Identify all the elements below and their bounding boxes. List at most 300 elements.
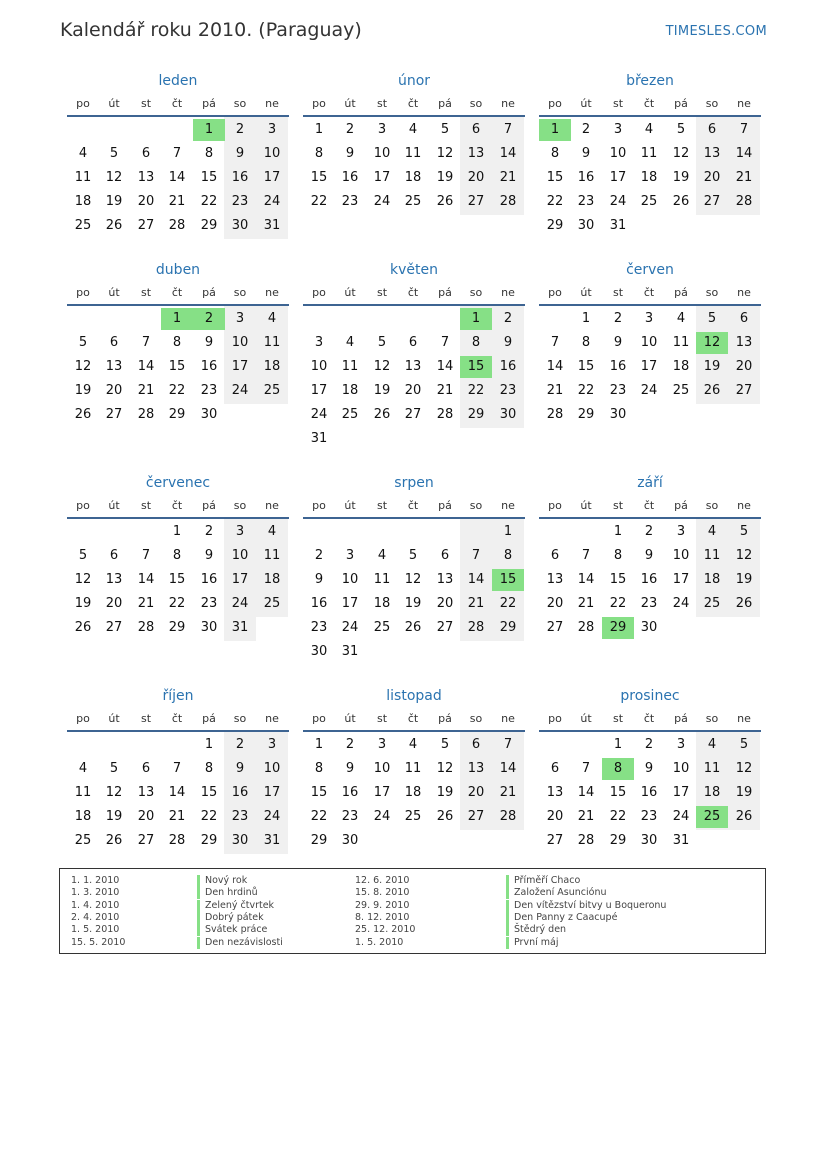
day-cell: 26	[436, 194, 454, 209]
legend-holiday-name: Založení Asunciónu	[514, 887, 607, 899]
day-cell: 29	[499, 620, 517, 635]
day-cell: 29	[546, 218, 564, 233]
day-cell: 13	[467, 761, 485, 776]
weekday-header: st	[612, 499, 624, 512]
day-cell: 21	[499, 785, 517, 800]
day-cell: 18	[703, 572, 721, 587]
month-name: červenec	[145, 475, 211, 491]
month-name: srpen	[394, 475, 434, 491]
day-cell: 31	[231, 620, 249, 635]
weekday-header: so	[469, 499, 483, 512]
day-cell: 7	[172, 146, 182, 161]
day-cell: 28	[436, 407, 454, 422]
legend-marker	[506, 900, 509, 912]
day-cell: 16	[499, 359, 517, 374]
day-cell: 23	[231, 809, 249, 824]
weekday-header: po	[76, 499, 90, 512]
day-cell: 12	[105, 170, 123, 185]
day-cell: 21	[467, 596, 485, 611]
legend-marker	[197, 924, 200, 936]
day-cell: 8	[204, 761, 214, 776]
month-name: září	[637, 475, 663, 491]
weekday-header: čt	[171, 712, 183, 725]
day-cell: 20	[467, 785, 485, 800]
day-cell: 13	[137, 785, 155, 800]
day-cell: 19	[105, 194, 123, 209]
day-cell: 15	[609, 572, 627, 587]
day-cell: 4	[644, 122, 654, 137]
weekday-header: ne	[265, 286, 279, 299]
weekday-header: so	[705, 499, 719, 512]
day-cell: 9	[345, 761, 355, 776]
day-cell: 22	[546, 194, 564, 209]
day-cell: 21	[735, 170, 753, 185]
day-cell: 2	[345, 737, 355, 752]
day-cell: 16	[200, 572, 218, 587]
day-cell: 19	[436, 785, 454, 800]
weekday-header: čt	[643, 286, 655, 299]
day-cell: 8	[602, 758, 634, 780]
legend-marker	[506, 912, 509, 924]
weekday-header: so	[705, 286, 719, 299]
day-cell: 6	[109, 548, 119, 563]
day-cell: 23	[200, 596, 218, 611]
day-cell: 24	[263, 194, 281, 209]
day-cell: 19	[735, 785, 753, 800]
day-cell: 7	[581, 548, 591, 563]
day-cell: 12	[404, 572, 422, 587]
legend-marker	[197, 887, 200, 899]
day-cell: 3	[314, 335, 324, 350]
day-cell: 24	[373, 194, 391, 209]
day-cell: 16	[609, 359, 627, 374]
day-cell: 28	[168, 218, 186, 233]
day-cell: 16	[341, 785, 359, 800]
day-cell: 3	[267, 737, 277, 752]
day-cell: 24	[640, 383, 658, 398]
day-cell: 2	[613, 311, 623, 326]
day-cell: 18	[672, 359, 690, 374]
day-cell: 28	[467, 620, 485, 635]
weekday-header: po	[548, 97, 562, 110]
day-cell: 1	[460, 308, 492, 330]
day-cell: 8	[172, 548, 182, 563]
day-cell: 11	[74, 170, 92, 185]
weekday-header: čt	[171, 286, 183, 299]
day-cell: 22	[200, 194, 218, 209]
day-cell: 14	[577, 572, 595, 587]
day-cell: 24	[310, 407, 328, 422]
day-cell: 23	[609, 383, 627, 398]
day-cell: 2	[503, 311, 513, 326]
weekday-header: út	[580, 712, 592, 725]
day-cell: 4	[267, 311, 277, 326]
day-cell: 13	[105, 359, 123, 374]
legend-marker	[197, 937, 200, 949]
day-cell: 25	[373, 620, 391, 635]
day-cell: 17	[231, 359, 249, 374]
legend-holiday-name: Svátek práce	[205, 924, 268, 936]
day-cell: 14	[137, 572, 155, 587]
day-cell: 19	[436, 170, 454, 185]
day-cell: 18	[263, 359, 281, 374]
weekday-header: so	[233, 286, 247, 299]
legend-holiday-name: První máj	[514, 936, 559, 948]
day-cell: 22	[609, 809, 627, 824]
day-cell: 18	[404, 170, 422, 185]
weekday-header: pá	[438, 499, 452, 512]
day-cell: 15	[460, 356, 492, 378]
month-name: listopad	[386, 688, 442, 704]
day-cell: 31	[310, 431, 328, 446]
day-cell: 10	[263, 761, 281, 776]
day-cell: 18	[341, 383, 359, 398]
day-cell: 4	[408, 122, 418, 137]
day-cell: 6	[471, 122, 481, 137]
day-cell: 18	[703, 785, 721, 800]
day-cell: 27	[467, 194, 485, 209]
day-cell: 25	[341, 407, 359, 422]
month-name: březen	[626, 73, 674, 89]
day-cell: 18	[74, 194, 92, 209]
weekday-header: čt	[407, 97, 419, 110]
day-cell: 2	[581, 122, 591, 137]
day-cell: 20	[735, 359, 753, 374]
day-cell: 1	[314, 122, 324, 137]
legend-date: 1. 5. 2010	[355, 936, 404, 948]
day-cell: 28	[499, 194, 517, 209]
weekday-header: po	[312, 712, 326, 725]
weekday-header: po	[312, 286, 326, 299]
day-cell: 20	[436, 596, 454, 611]
day-cell: 23	[640, 809, 658, 824]
day-cell: 31	[672, 833, 690, 848]
day-cell: 3	[377, 737, 387, 752]
weekday-header: pá	[438, 712, 452, 725]
day-cell: 11	[703, 548, 721, 563]
day-cell: 12	[105, 785, 123, 800]
day-cell: 1	[581, 311, 591, 326]
day-cell: 27	[467, 809, 485, 824]
day-cell: 23	[231, 194, 249, 209]
day-cell: 24	[231, 383, 249, 398]
legend-holiday-name: Příměří Chaco	[514, 875, 581, 886]
weekday-header: čt	[407, 712, 419, 725]
day-cell: 26	[672, 194, 690, 209]
day-cell: 1	[613, 737, 623, 752]
day-cell: 28	[546, 407, 564, 422]
day-cell: 27	[137, 833, 155, 848]
day-cell: 28	[499, 809, 517, 824]
day-cell: 14	[168, 170, 186, 185]
day-cell: 19	[105, 809, 123, 824]
day-cell: 8	[503, 548, 513, 563]
day-cell: 15	[168, 572, 186, 587]
legend-marker	[506, 937, 509, 949]
day-cell: 19	[373, 383, 391, 398]
day-cell: 16	[640, 572, 658, 587]
day-cell: 11	[672, 335, 690, 350]
day-cell: 26	[105, 833, 123, 848]
legend-date: 1. 4. 2010	[71, 899, 120, 911]
weekday-header: ne	[737, 286, 751, 299]
day-cell: 25	[74, 218, 92, 233]
day-cell: 5	[676, 122, 686, 137]
day-cell: 24	[672, 596, 690, 611]
day-cell: 21	[137, 596, 155, 611]
day-cell: 27	[436, 620, 454, 635]
day-cell: 15	[546, 170, 564, 185]
weekday-header: so	[705, 97, 719, 110]
day-cell: 12	[373, 359, 391, 374]
day-cell: 3	[676, 737, 686, 752]
day-cell: 9	[204, 335, 214, 350]
weekday-header: st	[376, 286, 388, 299]
day-cell: 11	[404, 761, 422, 776]
day-cell: 17	[373, 170, 391, 185]
day-cell: 6	[408, 335, 418, 350]
day-cell: 20	[404, 383, 422, 398]
day-cell: 23	[499, 383, 517, 398]
day-cell: 6	[141, 761, 151, 776]
legend-date: 1. 3. 2010	[71, 887, 120, 899]
day-cell: 29	[168, 407, 186, 422]
weekday-header: st	[612, 286, 624, 299]
day-cell: 6	[440, 548, 450, 563]
day-cell: 8	[550, 146, 560, 161]
day-cell: 28	[168, 833, 186, 848]
day-cell: 6	[739, 311, 749, 326]
day-cell: 17	[672, 572, 690, 587]
day-cell: 25	[640, 194, 658, 209]
day-cell: 10	[672, 548, 690, 563]
legend-holiday-name: Den hrdinů	[205, 887, 258, 899]
day-cell: 15	[168, 359, 186, 374]
day-cell: 10	[263, 146, 281, 161]
day-cell: 19	[672, 170, 690, 185]
day-cell: 2	[345, 122, 355, 137]
legend-date: 29. 9. 2010	[355, 899, 410, 911]
month-name: říjen	[162, 688, 194, 704]
day-cell: 10	[341, 572, 359, 587]
day-cell: 6	[550, 548, 560, 563]
day-cell: 9	[314, 572, 324, 587]
day-cell: 4	[707, 737, 717, 752]
day-cell: 9	[235, 761, 245, 776]
day-cell: 28	[577, 620, 595, 635]
day-cell: 26	[703, 383, 721, 398]
weekday-header: ne	[737, 499, 751, 512]
day-cell: 26	[74, 620, 92, 635]
weekday-header: ne	[737, 97, 751, 110]
weekday-header: po	[548, 286, 562, 299]
weekday-header: so	[233, 712, 247, 725]
weekday-header: st	[376, 712, 388, 725]
day-cell: 1	[503, 524, 513, 539]
day-cell: 25	[404, 809, 422, 824]
weekday-header: pá	[438, 97, 452, 110]
day-cell: 26	[404, 620, 422, 635]
day-cell: 21	[546, 383, 564, 398]
month-name: červen	[626, 262, 674, 278]
weekday-header: út	[108, 97, 120, 110]
day-cell: 27	[703, 194, 721, 209]
day-cell: 14	[577, 785, 595, 800]
day-cell: 20	[546, 596, 564, 611]
day-cell: 10	[609, 146, 627, 161]
day-cell: 23	[640, 596, 658, 611]
weekday-header: čt	[643, 499, 655, 512]
day-cell: 3	[377, 122, 387, 137]
weekday-header: po	[76, 97, 90, 110]
day-cell: 27	[546, 620, 564, 635]
day-cell: 14	[499, 761, 517, 776]
day-cell: 22	[310, 809, 328, 824]
day-cell: 16	[640, 785, 658, 800]
day-cell: 5	[440, 122, 450, 137]
day-cell: 2	[644, 737, 654, 752]
day-cell: 26	[74, 407, 92, 422]
weekday-header: út	[580, 499, 592, 512]
legend-date: 15. 5. 2010	[71, 936, 126, 948]
month-name: únor	[397, 73, 431, 89]
day-cell: 11	[74, 785, 92, 800]
day-cell: 17	[310, 383, 328, 398]
weekday-header: st	[376, 499, 388, 512]
day-cell: 4	[345, 335, 355, 350]
day-cell: 27	[546, 833, 564, 848]
day-cell: 27	[404, 407, 422, 422]
weekday-header: ne	[265, 499, 279, 512]
day-cell: 10	[640, 335, 658, 350]
day-cell: 6	[471, 737, 481, 752]
day-cell: 16	[341, 170, 359, 185]
day-cell: 14	[546, 359, 564, 374]
day-cell: 7	[550, 335, 560, 350]
day-cell: 20	[546, 809, 564, 824]
day-cell: 22	[609, 596, 627, 611]
legend-marker	[506, 875, 509, 887]
day-cell: 15	[492, 569, 524, 591]
day-cell: 13	[735, 335, 753, 350]
day-cell: 11	[341, 359, 359, 374]
day-cell: 13	[137, 170, 155, 185]
day-cell: 29	[168, 620, 186, 635]
day-cell: 9	[644, 548, 654, 563]
day-cell: 19	[74, 383, 92, 398]
weekday-header: út	[580, 286, 592, 299]
day-cell: 9	[345, 146, 355, 161]
day-cell: 15	[609, 785, 627, 800]
day-cell: 18	[74, 809, 92, 824]
day-cell: 22	[168, 596, 186, 611]
day-cell: 28	[577, 833, 595, 848]
day-cell: 20	[105, 596, 123, 611]
day-cell: 12	[74, 359, 92, 374]
day-cell: 7	[440, 335, 450, 350]
day-cell: 3	[235, 311, 245, 326]
weekday-header: st	[140, 499, 152, 512]
day-cell: 24	[341, 620, 359, 635]
day-cell: 9	[613, 335, 623, 350]
day-cell: 5	[739, 524, 749, 539]
day-cell: 14	[735, 146, 753, 161]
weekday-header: pá	[202, 712, 216, 725]
day-cell: 16	[310, 596, 328, 611]
day-cell: 8	[314, 146, 324, 161]
day-cell: 10	[373, 761, 391, 776]
day-cell: 25	[672, 383, 690, 398]
day-cell: 19	[703, 359, 721, 374]
day-cell: 4	[267, 524, 277, 539]
day-cell: 20	[137, 809, 155, 824]
day-cell: 10	[231, 335, 249, 350]
day-cell: 30	[499, 407, 517, 422]
legend-date: 25. 12. 2010	[355, 924, 416, 936]
day-cell: 3	[644, 311, 654, 326]
day-cell: 17	[263, 170, 281, 185]
day-cell: 16	[231, 170, 249, 185]
month-name: prosinec	[620, 688, 680, 704]
day-cell: 7	[172, 761, 182, 776]
weekday-header: út	[108, 286, 120, 299]
weekday-header: čt	[643, 712, 655, 725]
day-cell: 19	[735, 572, 753, 587]
day-cell: 5	[707, 311, 717, 326]
legend-holiday-name: Dobrý pátek	[205, 911, 264, 923]
day-cell: 5	[109, 146, 119, 161]
weekday-header: ne	[501, 286, 515, 299]
day-cell: 29	[602, 617, 634, 639]
day-cell: 2	[314, 548, 324, 563]
day-cell: 13	[404, 359, 422, 374]
weekday-header: so	[233, 97, 247, 110]
day-cell: 22	[499, 596, 517, 611]
day-cell: 5	[109, 761, 119, 776]
weekday-header: so	[469, 286, 483, 299]
day-cell: 22	[577, 383, 595, 398]
legend-holiday-name: Zelený čtvrtek	[205, 899, 275, 911]
day-cell: 21	[577, 596, 595, 611]
day-cell: 20	[467, 170, 485, 185]
day-cell: 9	[204, 548, 214, 563]
brand-link[interactable]: TIMESLES.COM	[665, 24, 767, 39]
day-cell: 23	[577, 194, 595, 209]
day-cell: 26	[105, 218, 123, 233]
day-cell: 12	[436, 761, 454, 776]
day-cell: 29	[200, 218, 218, 233]
day-cell: 1	[193, 119, 225, 141]
day-cell: 3	[267, 122, 277, 137]
weekday-header: st	[140, 286, 152, 299]
day-cell: 30	[640, 833, 658, 848]
legend-holiday-name: Den nezávislosti	[205, 936, 283, 948]
weekday-header: út	[344, 712, 356, 725]
legend-holiday-name: Nový rok	[205, 875, 248, 886]
day-cell: 15	[200, 170, 218, 185]
day-cell: 17	[263, 785, 281, 800]
weekday-header: st	[612, 712, 624, 725]
day-cell: 25	[696, 806, 728, 828]
day-cell: 23	[341, 194, 359, 209]
day-cell: 26	[373, 407, 391, 422]
day-cell: 20	[105, 383, 123, 398]
weekday-header: st	[612, 97, 624, 110]
day-cell: 7	[471, 548, 481, 563]
day-cell: 15	[200, 785, 218, 800]
weekday-header: čt	[171, 97, 183, 110]
day-cell: 18	[263, 572, 281, 587]
